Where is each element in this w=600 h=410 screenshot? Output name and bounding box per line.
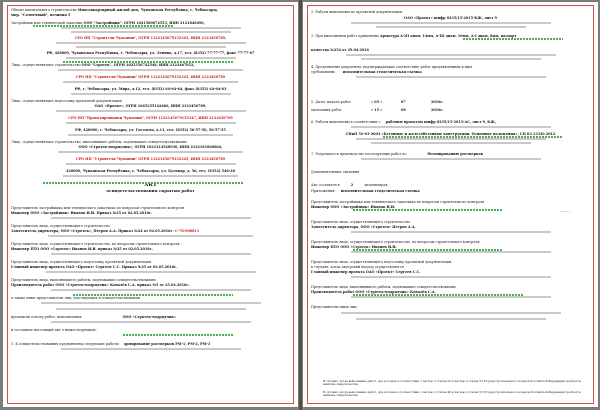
hint-line xyxy=(311,158,590,161)
i3-value[interactable]: Арматура А-III диам. 14мм, А-III диам. 10мм, А-I диам. 8мм, паспорт xyxy=(379,34,517,38)
rep1-value[interactable]: Инженер ООО «Застройщик» Иванов И.И. Приказ №25 от 02.05.2016г. xyxy=(11,211,153,215)
i2-value[interactable]: ОАО «Проект» шифр 0235/15-2015-КЖ, лист 9 xyxy=(404,16,497,20)
copies-label: Акт составлен в xyxy=(311,183,340,187)
i6-value[interactable]: рабочим проектом шифр 0235/15-2015-АС, лист 9, КЖ, xyxy=(385,120,496,124)
i2-row xyxy=(311,16,590,20)
item1-label: 1. К освидетельствованию предъявлены следующие работы xyxy=(11,342,119,346)
start-day[interactable]: « 05 » xyxy=(371,100,383,104)
s5-value[interactable]: Производитель работ ООО «Стротек-подрядчик» Ковалёв С.А. xyxy=(311,290,436,294)
inspection-label: произвели осмотр работ, выполненных xyxy=(11,315,82,319)
i4-label-row xyxy=(311,65,590,69)
subcontractor-address-value[interactable]: 428000, Чувашская Республика, г. Чебоксары, ул. Бульвар, д. 56, тел. (8352) 546-28 xyxy=(66,169,235,173)
rep2-label: Представитель лица, осуществляющего строительство xyxy=(11,224,110,228)
hint-line xyxy=(311,22,590,25)
i2-label: 2. Работы выполнены по проектной документации xyxy=(311,10,402,14)
rep3-label-row xyxy=(11,242,290,246)
object-value[interactable]: Многоквартирный жилой дом, Чувашская Республика, г. Чебоксары, xyxy=(77,8,218,12)
rep4-value[interactable]: Главный инженер проекта ОАО «Проект» Сергеев С.С. Приказ №25 от 02.05.2016г. xyxy=(11,265,178,269)
hint-line xyxy=(11,69,290,72)
s6-label: Представители иных лиц: xyxy=(311,305,358,309)
i4-value[interactable]: исполнительная геодезическая съемка xyxy=(342,70,422,74)
hint-line xyxy=(11,110,290,113)
inspection-tail-row xyxy=(11,328,290,332)
s3-value[interactable]: Инженер ПТО ООО «Стротек» Иванов И.И. xyxy=(311,245,397,249)
page-gap-divider xyxy=(299,0,302,410)
hint-line xyxy=(11,302,290,305)
hint-line xyxy=(11,57,290,60)
hint-line xyxy=(11,235,290,238)
hint-line xyxy=(11,217,290,220)
footnote-2: В случаях, когда выполнение работ, для которых в соответствии с частью 2 статьи 48 и частью 4 статьи 55.8 Градостроительного кодекса Российской Федерации требуется наличие свидетельства. xyxy=(323,391,581,398)
appendix-value[interactable]: исполнительная геодезическая съемка xyxy=(340,189,420,193)
designer-address-row xyxy=(11,128,290,132)
hint-line xyxy=(11,81,290,84)
hint-line xyxy=(11,42,290,45)
spellcheck-underline xyxy=(63,61,233,63)
developer-value[interactable]: ООО "Застройщик", ОГРН 1021500674553, ИНН 2121846496, xyxy=(83,21,205,25)
end-day[interactable]: « 15 » xyxy=(371,108,383,112)
designer-sro-value[interactable]: СРО НП "Проектировщики Чувашии", ОГРН 1122145679152347, ИНН 2123456709 xyxy=(68,116,233,120)
builder-address-row xyxy=(11,87,290,91)
footnote-1: В случаях, когда выполнение работ, для которых в соответствии с частью 2 статьи 52 и частью 4 статьи 55.8 Градостроительного кодекса Российской Федерации требуется наличие свидетельства. xyxy=(323,380,581,387)
s4-label-2: в случаях, когда авторский надзор осуществляется xyxy=(311,265,404,269)
hint-line xyxy=(311,54,590,57)
builder-address-value[interactable]: РФ, г. Чебоксары, ул. Мира, д.12, тел. (8352) 64-64-64, факс (8352) 64-64-63 xyxy=(74,87,227,91)
object-value-2[interactable]: мкр. "Солнечный", позиция 5 xyxy=(11,13,71,17)
rep3-label: Представитель лица, осуществляющего строительство, по вопросам строительного контроля xyxy=(11,242,180,246)
start-month[interactable]: 07 xyxy=(401,100,406,104)
rep5-label: Представитель лица, выполнившего работы, подлежащие освидетельствованию xyxy=(11,278,156,282)
hint-line xyxy=(11,289,290,292)
subcontractor-sro-row xyxy=(11,157,290,161)
designer-address-value[interactable]: РФ, 428000, г. Чебоксары, ул. Гоголева, д.11, тел. (8352) 56-57-56, 56-57-55 xyxy=(75,128,226,132)
spellcheck-underline xyxy=(73,294,233,296)
act-subtitle: освидетельствования скрытых работ xyxy=(106,189,195,193)
developer-sro-value[interactable]: СРО НП "Строители Чувашии", ОГРН 1122145679152345, ИНН 2123456789, xyxy=(74,36,227,40)
spellcheck-underline xyxy=(33,25,173,27)
rep2-label-row xyxy=(11,224,290,228)
rep5-row xyxy=(11,283,290,287)
s1-value[interactable]: Инженер ООО «Застройщик» Иванов И.И. xyxy=(311,205,396,209)
document-page-left xyxy=(3,2,298,407)
end-date-label: окончания работ xyxy=(311,108,342,112)
start-year[interactable]: 2016г. xyxy=(431,100,444,104)
copies-row xyxy=(311,183,590,187)
rep3-row xyxy=(11,247,290,251)
i3-row-2 xyxy=(311,48,590,52)
s2-row xyxy=(311,225,590,229)
hint-line xyxy=(311,126,590,129)
i6-value-2[interactable]: СНиП 52-01-2003 «Бетонные и железобетонные конструкции. Основные положения», СП 63.13330.2012 xyxy=(345,132,556,136)
rep4-row xyxy=(11,265,290,269)
spellcheck-underline xyxy=(353,209,503,211)
spellcheck-underline xyxy=(353,294,523,296)
i7-value[interactable]: бетонированию ростверков xyxy=(427,152,484,156)
designer-row xyxy=(11,104,290,108)
rep5-value[interactable]: Производитель работ ООО «Стротек-подрядчик» Ковалёв С.А. приказ №5 от 25.04.2016г. xyxy=(11,283,190,287)
i5-end-row xyxy=(311,108,590,112)
designer-label: Лицо, осуществляющее подготовку проектной документации xyxy=(11,99,122,103)
hint-line xyxy=(11,27,290,30)
end-month[interactable]: 08 xyxy=(401,108,406,112)
copies-value[interactable]: 2 xyxy=(350,183,354,187)
end-year[interactable]: 2016г. xyxy=(431,108,444,112)
hint-line xyxy=(11,31,290,34)
hint-line xyxy=(11,175,290,178)
s2-label: Представитель лица, осуществляющего строительство xyxy=(311,220,410,224)
act-title: АКТ xyxy=(144,183,157,188)
hint-line xyxy=(11,308,290,311)
hint-line xyxy=(11,253,290,256)
designer-label-row xyxy=(11,99,290,103)
appendix-row xyxy=(311,189,590,193)
extra-label: Дополнительные сведения xyxy=(311,170,360,174)
hint-line xyxy=(311,251,590,254)
item1-value[interactable]: армирование ростверков РМ-1, РМ-2, РМ-3 xyxy=(123,342,211,346)
s4-row xyxy=(311,270,590,274)
i6-label: 6. Работы выполнены в соответствии с xyxy=(311,120,381,124)
spellcheck-underline xyxy=(123,334,233,336)
s4-label: Представитель лица, осуществляющего подготовку проектной документации, xyxy=(311,260,453,264)
s3-label: Представитель лица, осуществляющего строительство, по вопросам строительного контроля xyxy=(311,240,480,244)
document-page-right xyxy=(303,2,598,407)
s6-row xyxy=(311,305,590,309)
inspection-tail: и составили настоящий акт о нижеследующем: xyxy=(11,328,97,332)
rep4-label-row xyxy=(11,260,290,264)
hint-line xyxy=(311,296,590,299)
hint-line xyxy=(11,46,290,49)
rep2-certificate[interactable]: С-78-000811 xyxy=(174,229,200,233)
hint-line xyxy=(11,134,290,137)
developer-address-value[interactable]: РФ, 428000, Чувашская Республика, г. Чебоксары, ул. Ленина, д.17, тел. (8352) 77-77-77, факс 77-77-67 xyxy=(46,51,255,55)
inspection-value[interactable]: ООО «Стротек-подрядчик» xyxy=(122,315,176,319)
rep2-value[interactable]: Заместитель директора, ООО «Стротек», Петров А.А. Приказ №24 от 02.05.2016г. xyxy=(11,229,174,233)
hint-line xyxy=(11,122,290,125)
developer-address-row xyxy=(11,51,290,55)
subcontractor-label-row xyxy=(11,140,290,144)
s4-label-row-2 xyxy=(311,265,590,269)
developer-sro-row xyxy=(11,36,290,40)
s1-label-row xyxy=(311,200,590,204)
i4-label: 4. Предъявлены документы, подтверждающие соответствие работ предъявленным к ним xyxy=(311,65,472,69)
hint-line xyxy=(311,231,590,234)
subcontractor-label: Лицо, осуществляющее строительство, выполнившее работы, подлежащие освидетельствованию xyxy=(11,140,187,144)
hint-line xyxy=(11,163,290,166)
s1-label: Представитель застройщика или технического заказчика по вопросам строительного контроля xyxy=(311,200,485,204)
subcontractor-value[interactable]: ООО «Стротек-подрядчик», ОГРН 1021214548930, ИНН 2122161860864, xyxy=(78,145,223,149)
rep4-label: Представитель лица, осуществляющего подготовку проектной документации xyxy=(11,260,152,264)
s2-label-row xyxy=(311,220,590,224)
hint-line xyxy=(11,271,290,274)
rep1-label-row xyxy=(11,206,290,210)
hint-line xyxy=(311,312,590,315)
inspection-row xyxy=(11,315,290,319)
s5-label: Представитель лица, выполнившего работы, подлежащие освидетельствованию xyxy=(311,285,456,289)
rep1-row xyxy=(11,211,290,215)
s4-value[interactable]: Главный инженер проекта ОАО «Проект» Сергеев С.С. xyxy=(311,270,421,274)
i5-start-row xyxy=(311,100,590,104)
extra-row xyxy=(311,170,590,174)
also-label: а также иные представители лиц, участвующих в освидетельствовании xyxy=(11,296,141,300)
s3-label-row xyxy=(311,240,590,244)
designer-sro-row xyxy=(11,116,290,120)
spellcheck-underline xyxy=(383,136,563,138)
hint-line xyxy=(11,321,290,324)
subcontractor-address-row xyxy=(11,169,290,173)
spellcheck-underline xyxy=(43,182,243,184)
s5-label-row xyxy=(311,285,590,289)
hint-line xyxy=(11,348,290,351)
also-row xyxy=(11,296,290,300)
signature-hint-text: подпись xyxy=(559,211,570,213)
spellcheck-underline xyxy=(353,249,503,251)
object-label: Объект капитального строительства xyxy=(11,8,77,12)
i7-label: 7. Разрешается производство последующих работ по xyxy=(311,152,407,156)
builder-label: Лицо, осуществляющее строительство xyxy=(11,63,81,67)
rep1-label: Представитель застройщика или технического заказчика по вопросам строительного контроля xyxy=(11,206,185,210)
builder-row xyxy=(11,63,290,67)
rep5-label-row xyxy=(11,278,290,282)
hint-line xyxy=(311,318,590,321)
hint-line xyxy=(311,26,590,29)
hint-line xyxy=(311,58,590,61)
hint-line xyxy=(311,142,590,145)
s2-value[interactable]: Заместитель директора, ООО «Стротек» Петров А.А. xyxy=(311,225,416,229)
i2-label-row xyxy=(311,10,590,14)
object-row xyxy=(11,8,290,12)
subcontractor-row xyxy=(11,145,290,149)
start-date-label: 5. Даты: начала работ xyxy=(311,100,351,104)
builder-sro-row xyxy=(11,75,290,79)
i7-row xyxy=(311,152,590,156)
s4-label-row xyxy=(311,260,590,264)
rep2-row xyxy=(11,229,290,233)
subcontractor-sro-value[interactable]: СРО НП "Строители Чувашии" ОГРН 1122145679152345, ИНН 2123456789 xyxy=(75,157,226,161)
rep3-value[interactable]: Инженер ПТО ООО «Стротек» Иванов И.И. приказ №25 от 02.05.2016г. xyxy=(11,247,153,251)
hint-line xyxy=(311,138,590,141)
item1-row xyxy=(11,342,290,346)
object-row-2 xyxy=(11,13,290,17)
i3-label: 3. При выполнении работ применены xyxy=(311,34,379,38)
i4-row xyxy=(311,70,590,74)
designer-value[interactable]: ОАО «Проект», ОГРН 1045255142666, ИНН 2123456789, xyxy=(94,104,207,108)
appendix-label: Приложения: xyxy=(311,189,336,193)
hint-line xyxy=(311,76,590,79)
hint-line xyxy=(311,276,590,279)
i6-row xyxy=(311,120,590,124)
developer-label: Застройщик или технический заказчик xyxy=(11,21,83,25)
copies-tail: экземплярах. xyxy=(364,183,389,187)
hint-line xyxy=(11,93,290,96)
signature-hint xyxy=(311,211,590,214)
builder-value[interactable]: ООО "Стротек", ОГРН 1025356742548, ИНН 2123467852, xyxy=(81,63,195,67)
hint-line xyxy=(11,151,290,154)
builder-sro-value[interactable]: СРО НП "Строители Чувашии" ОГРН 1122145679152345, ИНН 2123456789 xyxy=(75,75,226,79)
i4-label-2: требованиям: xyxy=(311,70,336,74)
i3-value-2[interactable]: качества №254 от 29.04.2016 xyxy=(311,48,369,52)
spellcheck-underline xyxy=(463,38,563,40)
